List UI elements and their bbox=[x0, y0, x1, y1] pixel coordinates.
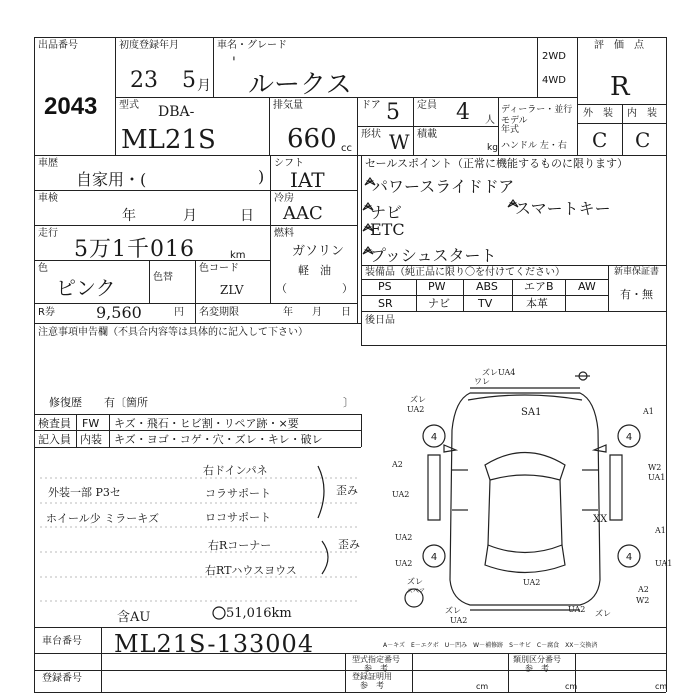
label-cm-3: cm bbox=[655, 682, 668, 691]
label-history: 車歴 bbox=[38, 158, 58, 169]
displacement-value: 660 bbox=[287, 124, 337, 154]
model-code: ML21S bbox=[121, 125, 216, 155]
label-shape: 形状 bbox=[361, 129, 381, 140]
history-value: 自家用・( bbox=[76, 170, 147, 189]
svg-text:ズレ: ズレ bbox=[407, 577, 423, 586]
label-cm-2: cm bbox=[565, 682, 578, 691]
label-model-year: モデル 年式 bbox=[501, 116, 528, 135]
label-diesel: 軽 油 bbox=[298, 264, 331, 277]
label-equipment: 装備品（純正品に限り〇を付けてください） bbox=[365, 267, 565, 278]
svg-text:W2: W2 bbox=[636, 596, 650, 605]
note-line-3: 右ドインパネ bbox=[203, 464, 268, 477]
svg-text:SA1: SA1 bbox=[521, 407, 542, 418]
warranty-value: 有・無 bbox=[620, 288, 653, 301]
sales-point-1: パワースライドドア bbox=[372, 177, 515, 196]
label-mileage: 走行 bbox=[38, 228, 58, 239]
fuel-value: ガソリン bbox=[292, 244, 345, 259]
note-line-6: 歪み bbox=[336, 484, 358, 497]
int-items: キズ・ヨゴ・コゲ・穴・ズレ・キレ・破レ bbox=[114, 433, 323, 446]
inspection-day: 日 bbox=[240, 208, 254, 224]
label-name-change: 名変期限 bbox=[199, 307, 239, 318]
label-back-install: 後日品 bbox=[365, 315, 395, 326]
sales-point-2: ナビ bbox=[370, 203, 403, 222]
svg-text:UA2: UA2 bbox=[407, 405, 425, 414]
label-lot-no: 出品番号 bbox=[38, 40, 78, 51]
label-tsuki: 月 bbox=[312, 307, 322, 318]
label-kg: kg bbox=[487, 143, 498, 153]
label-nen: 年 bbox=[283, 307, 293, 318]
label-sales-points: セールスポイント（正常に機能するものに限ります） bbox=[365, 157, 629, 170]
note-line-4: コラサポート bbox=[205, 487, 271, 500]
label-model: 型式 bbox=[119, 100, 139, 111]
note-line-2: ホイール少 ミラーキズ bbox=[46, 512, 160, 525]
svg-text:UA2: UA2 bbox=[568, 605, 586, 614]
note-line-10: 含AU bbox=[117, 610, 151, 625]
capacity-value: 4 bbox=[456, 100, 470, 125]
equip-abs: ABS bbox=[476, 280, 498, 293]
label-fw: FW bbox=[82, 417, 100, 430]
svg-text:UA1: UA1 bbox=[648, 473, 666, 482]
svg-text:ズレ: ズレ bbox=[445, 606, 461, 615]
r-ticket-value: 9,560 bbox=[96, 303, 142, 322]
aircon-value: AAC bbox=[283, 203, 323, 224]
svg-text:ワレ: ワレ bbox=[474, 377, 490, 386]
svg-text:ズレUA4: ズレUA4 bbox=[482, 368, 516, 377]
label-aircon: 冷房 bbox=[274, 193, 294, 204]
label-yen: 円 bbox=[174, 307, 184, 318]
equip-sr: SR bbox=[378, 297, 393, 310]
history-close: ) bbox=[258, 167, 265, 186]
svg-text:UA2: UA2 bbox=[392, 490, 410, 499]
label-new-car-warranty: 新車保証書 bbox=[614, 267, 660, 277]
color-code-value: ZLV bbox=[220, 283, 244, 297]
equip-aw: AW bbox=[578, 280, 596, 293]
equip-airbag: エアB bbox=[524, 280, 554, 293]
svg-text:A2: A2 bbox=[392, 460, 403, 469]
label-reg-cert-no: 登録証明用 参 考 bbox=[352, 672, 392, 690]
label-notes-title: 注意事項申告欄（不具合内容等は具体的に記入して下さい） bbox=[38, 327, 308, 338]
label-displacement: 排気量 bbox=[273, 100, 303, 111]
label-exterior: 外 装 bbox=[583, 108, 613, 119]
label-color-change: 色替 bbox=[153, 272, 173, 283]
label-fuel: 燃料 bbox=[274, 228, 294, 239]
svg-text:ズレ: ズレ bbox=[410, 395, 426, 404]
svg-text:A2: A2 bbox=[638, 585, 649, 594]
svg-text:UA1: UA1 bbox=[655, 559, 673, 568]
note-line-9: 歪み bbox=[338, 538, 360, 551]
label-shift: シフト bbox=[274, 158, 304, 169]
label-first-reg: 初度登録年月 bbox=[119, 40, 179, 51]
label-handle: ハンドル 左・右 bbox=[501, 141, 567, 151]
label-inspection: 車検 bbox=[38, 193, 58, 204]
note-line-5: ロコサポート bbox=[205, 511, 271, 524]
equip-ps: PS bbox=[378, 280, 392, 293]
label-cm-1: cm bbox=[476, 682, 489, 691]
inspection-month: 月 bbox=[183, 208, 197, 224]
svg-text:A1: A1 bbox=[655, 526, 666, 535]
label-category-no: 類別区分番号 参 考 bbox=[513, 655, 561, 673]
doors-value: 5 bbox=[386, 100, 400, 125]
label-dealer: ディーラー・並行 bbox=[501, 105, 573, 115]
diag-mark: 4 bbox=[625, 552, 633, 563]
lot-number: 2043 bbox=[44, 93, 98, 120]
fw-items: キズ・飛石・ヒビ割・リペア跡・×要 bbox=[114, 417, 299, 430]
svg-text:XX: XX bbox=[593, 514, 608, 525]
label-color: 色 bbox=[38, 263, 48, 274]
label-4wd: 4WD bbox=[542, 75, 566, 86]
label-chassis-no: 車台番号 bbox=[42, 636, 82, 647]
diag-mark: 4 bbox=[430, 552, 438, 563]
first-reg-month-unit: 月 bbox=[197, 78, 211, 94]
note-line-11: 51,016km bbox=[226, 606, 292, 621]
label-repair-history: 修復歴 有〔箇所 bbox=[49, 396, 148, 409]
chassis-no-value: ML21S-133004 bbox=[114, 630, 315, 658]
label-recorder: 記入員 bbox=[38, 433, 71, 446]
diag-mark: 4 bbox=[625, 432, 633, 443]
label-int: 内装 bbox=[80, 433, 102, 446]
svg-text:UA2: UA2 bbox=[395, 559, 413, 568]
label-load: 積載 bbox=[417, 129, 437, 140]
label-r-ticket: R券 bbox=[38, 307, 55, 318]
svg-text:UA2: UA2 bbox=[523, 578, 541, 587]
interior-grade-value: C bbox=[635, 128, 651, 152]
sales-point-5: プッシュスタート bbox=[370, 246, 497, 265]
rating-value: R bbox=[610, 72, 630, 102]
svg-text:ズレ: ズレ bbox=[595, 609, 611, 618]
sales-point-4: ETC bbox=[370, 220, 405, 239]
equip-leather: 本革 bbox=[526, 297, 548, 310]
damage-legend: A－キズ E－エクボ U－凹み W－補修跡 S－サビ C－腐食 XX－交換済 bbox=[383, 642, 598, 649]
equip-navi: ナビ bbox=[428, 297, 450, 310]
label-repair-close: 〕 bbox=[343, 396, 354, 409]
svg-text:A1: A1 bbox=[643, 407, 654, 416]
label-inspector: 検査員 bbox=[38, 417, 71, 430]
inspection-year: 年 bbox=[122, 208, 136, 224]
svg-text:スペア: スペア bbox=[407, 588, 426, 595]
equip-tv: TV bbox=[478, 297, 493, 310]
svg-text:UA2: UA2 bbox=[450, 616, 468, 625]
car-name-value: ルークス bbox=[248, 70, 352, 100]
model-prefix: DBA- bbox=[158, 104, 195, 120]
equip-pw: PW bbox=[428, 280, 446, 293]
sales-point-3: スマートキー bbox=[515, 199, 611, 218]
label-doors: ドア bbox=[361, 100, 381, 111]
label-registration-no: 登録番号 bbox=[42, 673, 82, 684]
first-reg-year: 23 bbox=[130, 68, 158, 93]
label-person: 人 bbox=[485, 115, 495, 126]
svg-text:W2: W2 bbox=[648, 463, 662, 472]
label-rating: 評 価 点 bbox=[594, 40, 644, 51]
mileage-value: 5万1千016 bbox=[74, 237, 195, 262]
label-interior: 内 装 bbox=[627, 108, 657, 119]
diag-mark: 4 bbox=[430, 432, 438, 443]
shift-value: IAT bbox=[290, 168, 325, 192]
shape-value: W bbox=[389, 130, 410, 154]
label-nichi: 日 bbox=[341, 307, 351, 318]
label-km: km bbox=[230, 250, 246, 261]
label-cc: cc bbox=[341, 143, 352, 154]
note-line-8: 右RTハウスヨウス bbox=[205, 564, 297, 577]
note-line-7: 右Rコーナー bbox=[208, 539, 272, 552]
label-capacity: 定員 bbox=[417, 100, 437, 111]
color-value: ピンク bbox=[56, 276, 116, 300]
exterior-grade-value: C bbox=[592, 128, 608, 152]
label-2wd: 2WD bbox=[542, 51, 566, 62]
first-reg-month: 5 bbox=[182, 68, 196, 93]
grade-mark: ' bbox=[232, 55, 236, 71]
label-car-name: 車名・グレード bbox=[217, 40, 287, 51]
label-type-designation: 型式指定番号 参 考 bbox=[352, 655, 400, 673]
label-fuel-paren: （ ） bbox=[276, 282, 353, 295]
label-color-code: 色コード bbox=[199, 263, 239, 274]
note-line-1: 外装一部 P3セ bbox=[48, 486, 121, 499]
svg-text:UA2: UA2 bbox=[395, 533, 413, 542]
